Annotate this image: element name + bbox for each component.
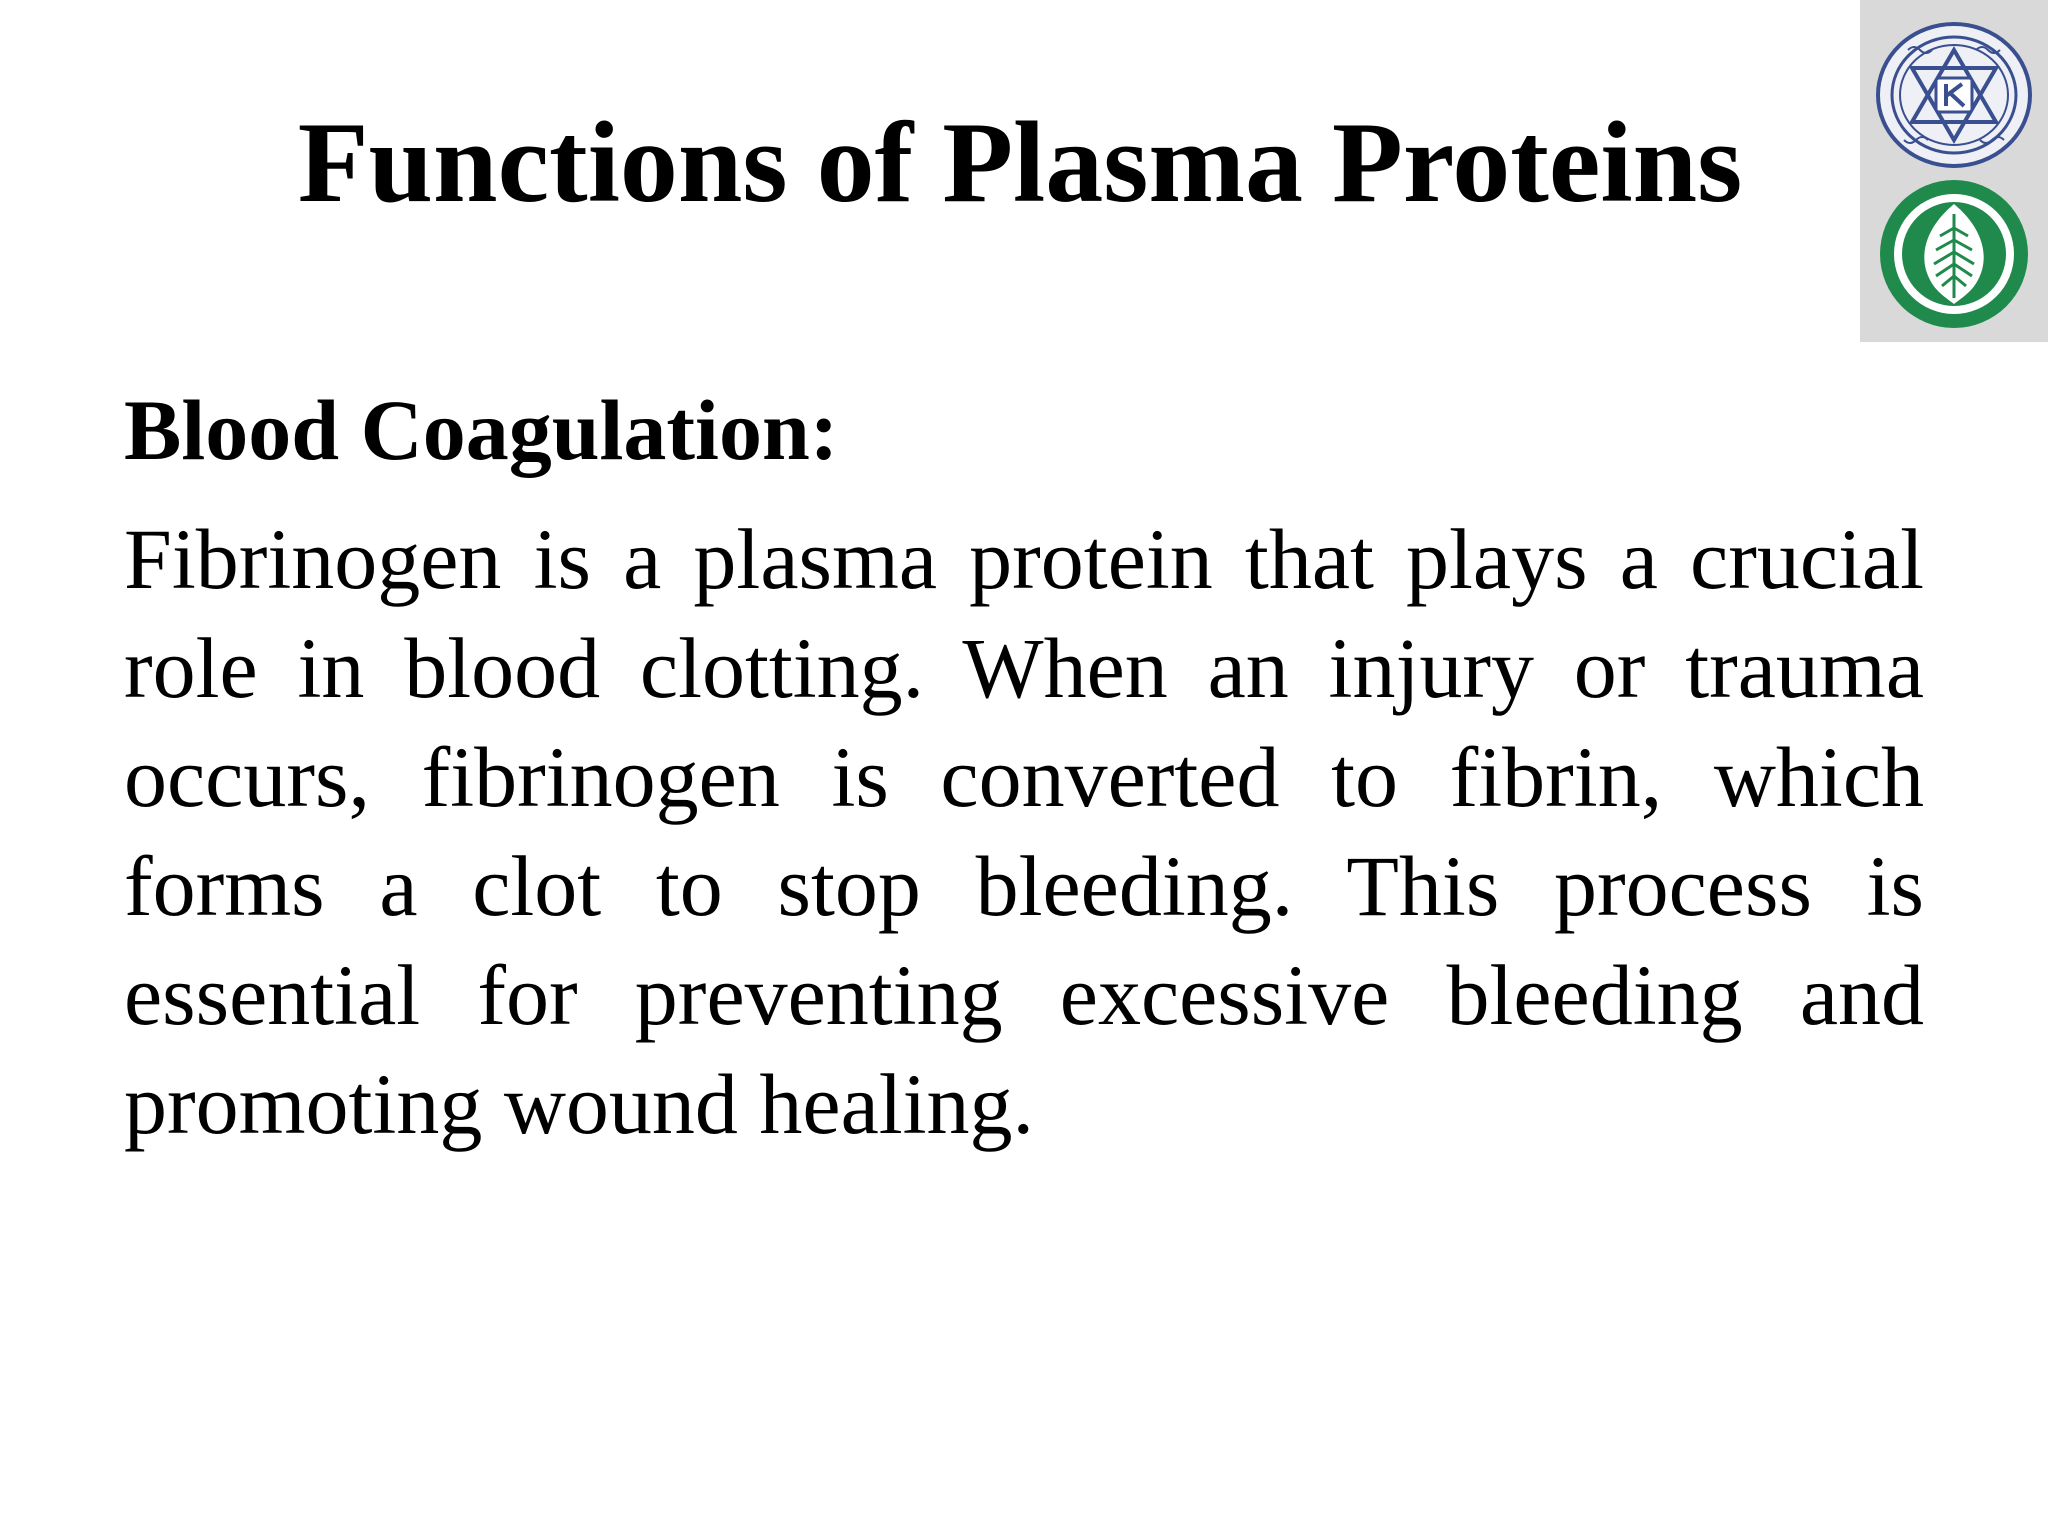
slide-title: Functions of Plasma Proteins <box>297 99 1743 227</box>
university-seal-icon <box>1874 20 2034 170</box>
body-paragraph: Fibrinogen is a plasma protein that plays a crucial role in blood clotting. When an injury or trauma occurs, fibrinogen is converted to fibrin, which forms a clot to stop bleeding. This process is essential for preventing excessive bleeding and promoting wound healing. <box>124 511 1924 1152</box>
green-leaf-emblem-icon <box>1878 178 2030 330</box>
logo-panel <box>1860 0 2048 342</box>
section-heading: Blood Coagulation: <box>124 382 839 478</box>
